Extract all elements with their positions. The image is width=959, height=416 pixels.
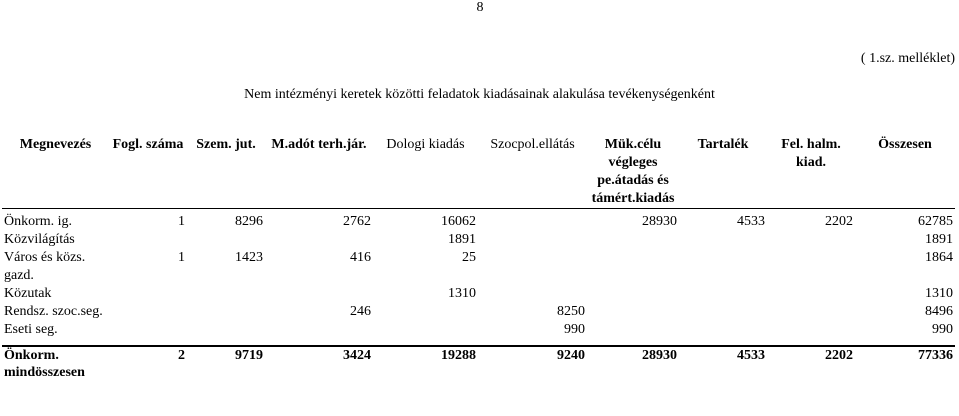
total-osszesen: 77336 [855,346,955,381]
cell-szem: 1423 [235,250,263,265]
total-felhalm: 2202 [767,346,855,381]
cell-felhalm [767,321,855,339]
table-header [2,136,955,213]
cell-osszesen: 1891 [925,232,953,247]
total-label: Önkorm. mindösszesen [2,346,109,381]
cell-szem [187,303,265,321]
total-fogl: 2 [109,346,187,381]
header-m-adot: M.adót terh.jár. [271,137,367,152]
cell-madot: 2762 [343,214,371,229]
cell-fogl [109,285,187,303]
cell-szem [187,321,265,339]
cell-dologi: 1310 [448,286,476,301]
row-label: Város és közs. gazd. [4,250,86,283]
cell-tartalek [679,231,767,249]
cell-tartalek [679,303,767,321]
total-madot: 3424 [265,346,373,381]
total-dologi: 19288 [373,346,478,381]
total-row [2,346,955,381]
cell-szem [187,285,265,303]
cell-felhalm: 2202 [825,214,853,229]
cell-madot: 246 [350,304,371,319]
cell-osszesen: 1310 [925,286,953,301]
cell-szocpol: 8250 [557,304,585,319]
row-label: Közutak [4,286,52,301]
cell-muk: 28930 [642,214,677,229]
row-label: Önkorm. ig. [4,214,73,229]
cell-osszesen: 1864 [925,250,953,265]
cell-szocpol: 990 [564,322,585,337]
cell-fogl: 1 [178,214,185,229]
cell-szocpol [478,213,587,231]
header-fel-halm: Fel. halm. kiad. [781,137,841,170]
cell-osszesen: 8496 [925,304,953,319]
cell-fogl [109,303,187,321]
header-fogl-szama: Fogl. száma [112,137,184,152]
cell-muk [587,321,679,339]
cell-dologi: 25 [462,250,476,265]
cell-dologi [373,303,478,321]
cell-osszesen: 990 [932,322,953,337]
cell-dologi: 16062 [441,214,476,229]
document-title: Nem intézményi keretek közötti feladatok kiadásainak alakulása tevékenységenként [244,87,715,102]
row-label: Közvilágítás [4,232,75,247]
cell-felhalm [767,249,855,285]
total-muk: 28930 [587,346,679,381]
annex-label: ( 1.sz. melléklet) [860,51,955,66]
header-megnevezes: Megnevezés [19,137,92,152]
cell-muk [587,231,679,249]
header-szocpol: Szocpol.ellátás [490,137,575,152]
cell-fogl: 1 [178,250,185,265]
header-tartalek: Tartalék [697,137,749,152]
total-tartalek: 4533 [679,346,767,381]
cell-felhalm [767,231,855,249]
cell-dologi [373,321,478,339]
header-osszesen: Összesen [878,137,932,152]
page-number: 8 [476,0,484,15]
cell-madot [265,231,373,249]
header-dologi: Dologi kiadás [386,137,465,152]
cell-fogl [109,321,187,339]
cell-tartalek: 4533 [737,214,765,229]
expense-table [2,136,955,381]
cell-muk [587,249,679,285]
row-label: Eseti seg. [4,322,58,337]
header-muk-celu: Mük.célu végleges pe.átadás és támért.kiadás [591,137,675,206]
cell-felhalm [767,303,855,321]
header-szem-jut: Szem. jut. [196,137,256,152]
cell-tartalek [679,285,767,303]
cell-fogl [109,231,187,249]
total-szocpol: 9240 [478,346,587,381]
cell-madot [265,285,373,303]
cell-tartalek [679,249,767,285]
cell-dologi: 1891 [448,232,476,247]
cell-szem [187,231,265,249]
cell-madot: 416 [350,250,371,265]
cell-szocpol [478,285,587,303]
cell-szocpol [478,231,587,249]
cell-madot [265,321,373,339]
table-row [2,249,955,285]
table-row [2,321,955,339]
cell-muk [587,285,679,303]
cell-osszesen: 62785 [918,214,953,229]
cell-tartalek [679,321,767,339]
table-row [2,213,955,231]
cell-muk [587,303,679,321]
cell-felhalm [767,285,855,303]
table-row [2,303,955,321]
cell-szem: 8296 [235,214,263,229]
total-szem: 9719 [187,346,265,381]
table-row [2,285,955,303]
row-label: Rendsz. szoc.seg. [4,304,103,319]
table-row [2,231,955,249]
table-body [2,213,955,381]
cell-szocpol [478,249,587,285]
